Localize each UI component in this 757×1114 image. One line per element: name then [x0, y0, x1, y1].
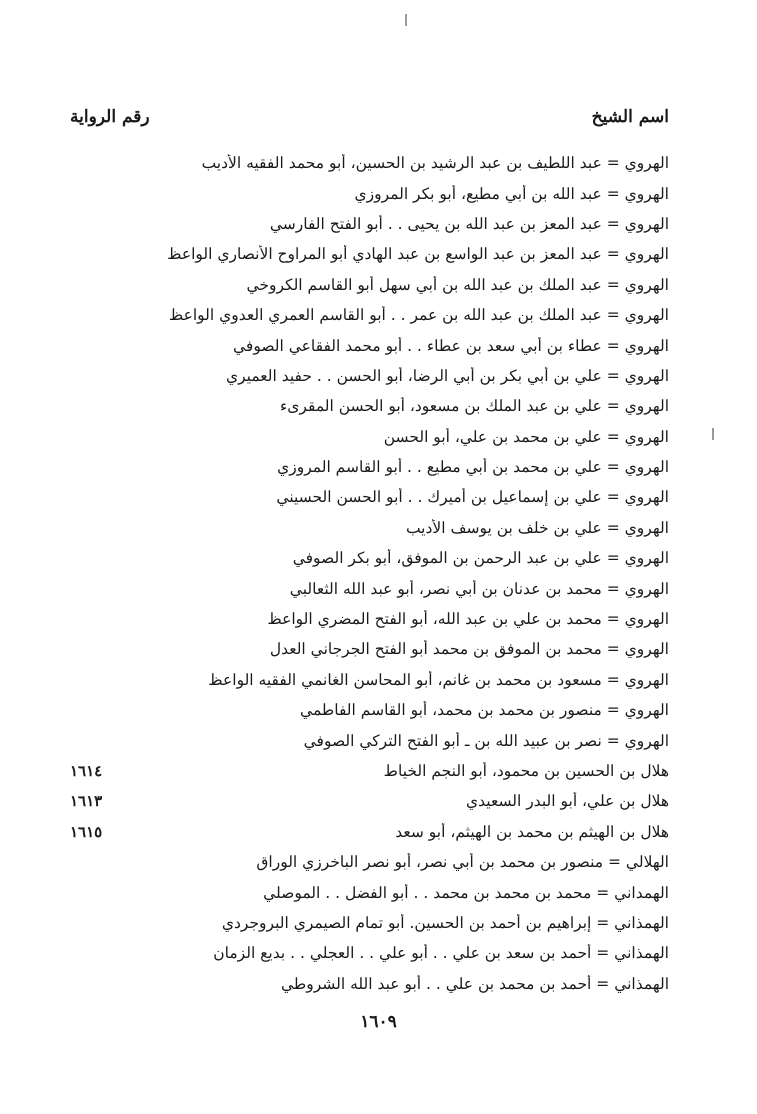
sheikh-name: هلال بن علي، أبو البدر السعيدي: [466, 792, 669, 811]
sheikh-name: الهروي = محمد بن الموفق بن محمد أبو الفتح الجرجاني العدل: [269, 640, 669, 659]
scan-mark: [405, 14, 407, 26]
index-entry: [70, 969, 669, 999]
index-entry: [70, 695, 669, 725]
index-entry: [70, 634, 669, 664]
index-entry: [70, 543, 669, 573]
index-entry: [70, 908, 669, 938]
index-entry: [70, 665, 669, 695]
sheikh-name: الهروي = عبد الملك بن عبد الله بن عمر . . أبو القاسم العمري العدوي الواعظ: [168, 306, 669, 325]
index-entry: [70, 513, 669, 543]
index-entry: [70, 361, 669, 391]
index-entry: [70, 938, 669, 968]
index-entry: [70, 330, 669, 360]
scan-mark: [712, 428, 714, 440]
index-entry: [70, 847, 669, 877]
sheikh-name: الهروي = مسعود بن محمد بن غانم، أبو المحاسن الغانمي الفقيه الواعظ: [208, 670, 669, 689]
index-entry: [70, 239, 669, 269]
sheikh-name: الهروي = عبد الملك بن عبد الله بن أبي سهل أبو القاسم الكروخي: [246, 275, 669, 294]
sheikh-name: الهروي = عبد اللطيف بن عبد الرشيد بن الحسين، أبو محمد الفقيه الأديب: [201, 154, 669, 173]
sheikh-name: الهروي = علي بن محمد بن أبي مطيع . . أبو القاسم المروزي: [277, 458, 669, 477]
sheikh-name: الهروي = محمد بن عدنان بن أبي نصر، أبو عبد الله الثعالبي: [289, 579, 669, 598]
sheikh-name: الهروي = عبد المعز بن عبد الله بن يحيى . . أبو الفتح الفارسي: [269, 214, 669, 233]
sheikh-name: الهمذاني = أحمد بن سعد بن علي . . أبو علي . . العجلي . . بديع الزمان: [213, 944, 669, 963]
index-header: [70, 104, 669, 130]
sheikh-name: الهروي = عبد الله بن أبي مطيع، أبو بكر المروزي: [354, 184, 669, 203]
narration-number: ١٦١٣: [70, 792, 103, 811]
index-entry: [70, 725, 669, 755]
index-entry: [70, 209, 669, 239]
sheikh-name: الهروي = علي بن عبد الملك بن مسعود، أبو الحسن المقرىء: [280, 397, 669, 416]
column-header-narration-number: رقم الرواية: [70, 107, 150, 127]
sheikh-name: الهمداني = محمد بن محمد بن محمد . . أبو الفضل . . الموصلي: [263, 883, 669, 902]
sheikh-name: هلال بن الهيثم بن محمد بن الهيثم، أبو سعد: [395, 822, 669, 841]
sheikh-name: الهروي = علي بن عبد الرحمن بن الموفق، أبو بكر الصوفي: [292, 549, 669, 568]
sheikh-name: الهروي = علي بن أبي بكر بن أبي الرضا، أبو الحسن . . حفيد العميري: [225, 366, 669, 385]
sheikh-name: الهلالي = منصور بن محمد بن أبي نصر، أبو نصر الباخرزي الوراق: [256, 853, 669, 872]
narration-number: ١٦١٤: [70, 762, 103, 780]
sheikh-name: الهمذاني = أحمد بن محمد بن علي . . أبو عبد الله الشروطي: [281, 974, 669, 993]
index-entry: [70, 452, 669, 482]
index-entry: [70, 786, 669, 816]
sheikh-name: الهروي = محمد بن علي بن عبد الله، أبو الفتح المضري الواعظ: [267, 610, 669, 629]
sheikh-name: هلال بن الحسين بن محمود، أبو النجم الخياط: [383, 762, 669, 780]
sheikh-name: الهمذاني = إبراهيم بن أحمد بن الحسين. أبو تمام الصيمري البروجردي: [221, 913, 669, 932]
sheikh-name: الهروي = علي بن خلف بن يوسف الأديب: [405, 518, 669, 537]
column-header-sheikh-name: اسم الشيخ: [591, 107, 669, 127]
index-entry: [70, 817, 669, 847]
sheikh-name: الهروي = علي بن محمد بن علي، أبو الحسن: [383, 427, 669, 446]
sheikh-name: الهروي = عطاء بن أبي سعد بن عطاء . . أبو محمد الفقاعي الصوفي: [233, 336, 669, 355]
sheikh-name: الهروي = علي بن إسماعيل بن أميرك . . أبو الحسن الحسيني: [276, 488, 669, 507]
index-entry: [70, 604, 669, 634]
index-entries-list: [70, 148, 669, 999]
sheikh-name: الهروي = منصور بن محمد بن محمد، أبو القاسم الفاطمي: [300, 701, 669, 720]
index-entry: [70, 877, 669, 907]
sheikh-name: الهروي = عبد المعز بن عبد الواسع بن عبد الهادي أبو المراوح الأنصاري الواعظ: [167, 245, 669, 264]
index-entry: [70, 756, 669, 786]
sheikh-name: الهروي = نصر بن عبيد الله بن ـ أبو الفتح التركي الصوفي: [303, 731, 669, 750]
index-entry: [70, 482, 669, 512]
index-entry: [70, 573, 669, 603]
index-entry: [70, 178, 669, 208]
index-entry: [70, 148, 669, 178]
index-entry: [70, 391, 669, 421]
index-entry: [70, 300, 669, 330]
index-entry: [70, 270, 669, 300]
index-entry: [70, 422, 669, 452]
page-number: ١٦٠٩: [360, 1012, 397, 1032]
narration-number: ١٦١٥: [70, 822, 103, 841]
